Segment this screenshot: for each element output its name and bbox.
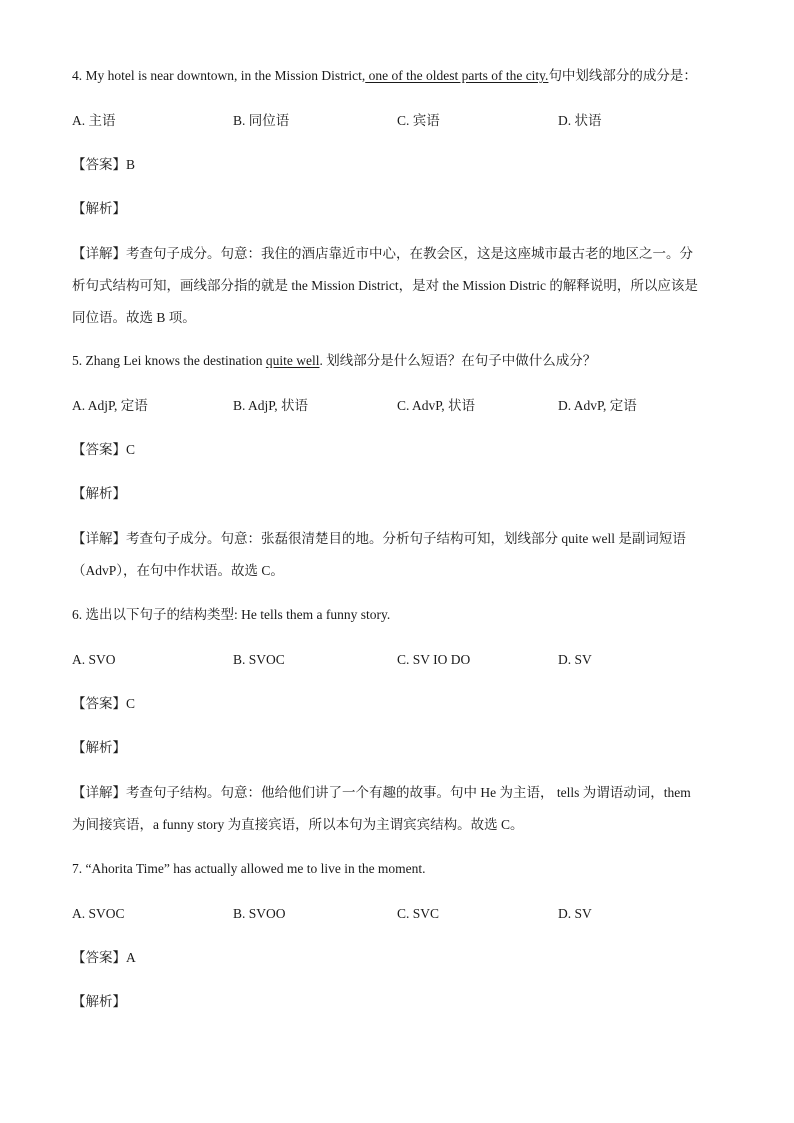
question-6-answer: 【答案】C xyxy=(72,696,136,711)
question-4-detail-line-2: 析句式结构可知，画线部分指的就是 the Mission District，是对 the Mission Distric 的解释说明，所以应该是 xyxy=(72,278,698,293)
question-4-analysis-heading: 【解析】 xyxy=(72,201,126,216)
option-a: A. 主语 xyxy=(72,113,116,128)
question-5-analysis-heading: 【解析】 xyxy=(72,486,126,501)
question-5 xyxy=(72,351,724,371)
question-6-detail-line-2: 为间接宾语，a funny story 为直接宾语，所以本句为主谓宾宾结构。故选 C。 xyxy=(72,817,524,832)
question-6-options xyxy=(72,650,732,670)
question-5-answer: 【答案】C xyxy=(72,442,136,457)
question-7: 7. “Ahorita Time” has actually allowed me to live in the moment. xyxy=(72,861,426,876)
question-5-underlined-part: quite well xyxy=(265,353,320,368)
option-d: D. SV xyxy=(558,906,592,921)
option-b: B. AdjP, 状语 xyxy=(233,398,309,413)
question-6-analysis-heading: 【解析】 xyxy=(72,740,126,755)
option-c: C. SVC xyxy=(397,906,440,921)
question-4-prompt: 句中划线部分的成分是： xyxy=(548,68,697,83)
option-a: A. SVOC xyxy=(72,906,125,921)
option-c: C. 宾语 xyxy=(397,113,440,128)
question-5-prompt: . 划线部分是什么短语？在句子中做什么成分？ xyxy=(319,353,597,368)
question-4-answer: 【答案】B xyxy=(72,157,136,172)
question-7-answer: 【答案】A xyxy=(72,950,136,965)
question-4-detail-line-1: 【详解】考查句子成分。句意：我住的酒店靠近市中心，在教会区，这是这座城市最古老的地区之一。分 xyxy=(72,246,693,261)
option-a: A. SVO xyxy=(72,652,116,667)
question-6-detail-line-1: 【详解】考查句子结构。句意：他给他们讲了一个有趣的故事。句中 He 为主语， tells 为谓语动词，them xyxy=(72,785,691,800)
question-7-options xyxy=(72,904,732,924)
option-b: B. SVOC xyxy=(233,652,285,667)
question-5-detail-line-1: 【详解】考查句子成分。句意：张磊很清楚目的地。分析句子结构可知，划线部分 quite well 是副词短语 xyxy=(72,531,686,546)
option-a: A. AdjP, 定语 xyxy=(72,398,148,413)
question-4-underlined-part: one of the oldest parts of the city. xyxy=(365,68,549,83)
option-d: D. AdvP, 定语 xyxy=(558,398,637,413)
option-d: D. 状语 xyxy=(558,113,602,128)
question-6: 6. 选出以下句子的结构类型: He tells them a funny story. xyxy=(72,607,391,622)
option-c: C. SV IO DO xyxy=(397,652,471,667)
option-d: D. SV xyxy=(558,652,592,667)
option-b: B. SVOO xyxy=(233,906,286,921)
question-5-text: 5. Zhang Lei knows the destination xyxy=(72,353,266,368)
question-5-options xyxy=(72,396,732,416)
question-4 xyxy=(72,66,724,86)
question-4-options xyxy=(72,111,732,131)
question-4-detail-line-3: 同位语。故选 B 项。 xyxy=(72,310,196,325)
question-5-detail-line-2: （AdvP），在句中作状语。故选 C。 xyxy=(72,563,284,578)
option-c: C. AdvP, 状语 xyxy=(397,398,476,413)
question-7-analysis-heading: 【解析】 xyxy=(72,994,126,1009)
option-b: B. 同位语 xyxy=(233,113,290,128)
question-4-text: 4. My hotel is near downtown, in the Mission District, xyxy=(72,68,366,83)
